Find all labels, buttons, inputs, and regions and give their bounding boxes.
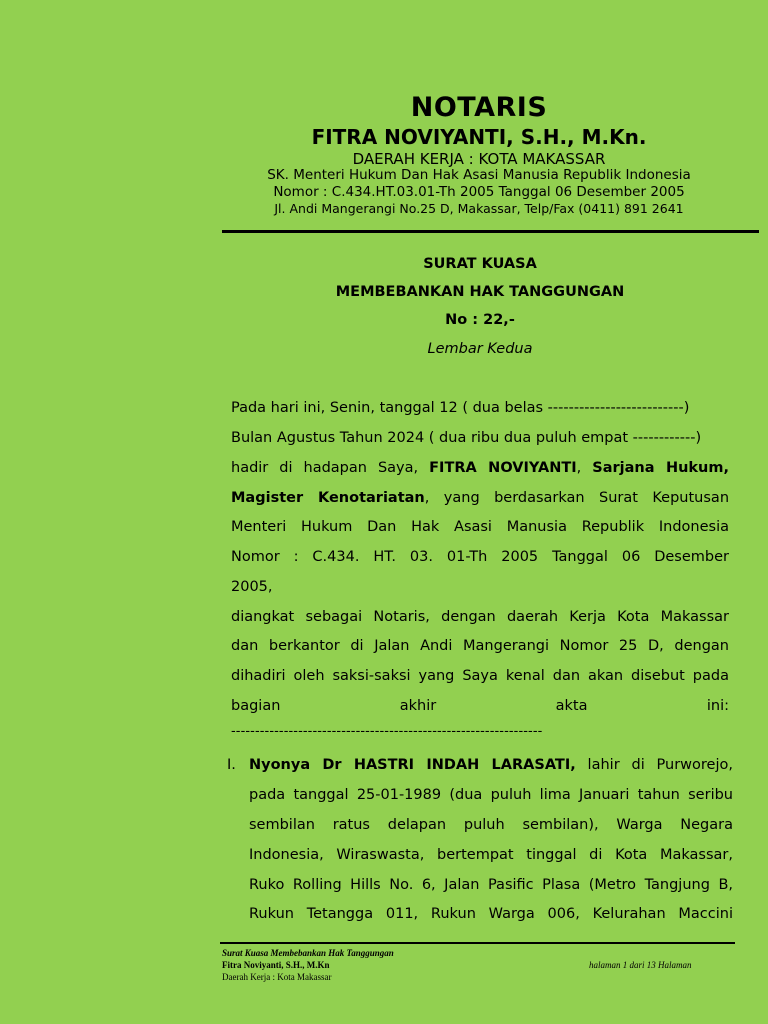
- body-line-10: dihadiri oleh saksi-saksi yang Saya kenal dan akan disebut pada: [231, 668, 729, 684]
- letterhead-title: NOTARIS: [410, 92, 548, 123]
- decree-line: SK. Menteri Hukum Dan Hak Asasi Manusia Republik Indonesia: [267, 167, 691, 183]
- work-area: DAERAH KERJA : KOTA MAKASSAR: [352, 150, 606, 168]
- office-address: Jl. Andi Mangerangi No.25 D, Makassar, Telp/Fax (0411) 891 2641: [274, 201, 684, 216]
- party-line-3: sembilan ratus delapan puluh sembilan), Warga Negara: [249, 817, 733, 833]
- footer-notary: Fitra Noviyanti, S.H., M.Kn: [222, 960, 330, 970]
- footer-page-number: halaman 1 dari 13 Halaman: [589, 960, 692, 970]
- party-line-5: Ruko Rolling Hills No. 6, Jalan Pasific Plasa (Metro Tangjung B,: [249, 877, 733, 893]
- body-line-11: bagian akhir akta ini:: [231, 698, 729, 714]
- party-line-1: [249, 755, 733, 775]
- body-text: , yang berdasarkan Surat Keputusan: [424, 490, 730, 506]
- doc-sheet: Lembar Kedua: [427, 341, 533, 357]
- party-line-4: Indonesia, Wiraswasta, bertempat tinggal di Kota Makassar,: [249, 847, 733, 863]
- degree-inline: Magister Kenotariatan: [231, 490, 425, 506]
- body-line-6: Nomor : C.434. HT. 03. 01-Th 2005 Tanggal 06 Desember: [231, 549, 729, 565]
- body-text: hadir di hadapan Saya,: [231, 460, 430, 476]
- party-numeral: I.: [227, 757, 236, 773]
- party-line-2: pada tanggal 25-01-1989 (dua puluh lima Januari tahun seribu: [249, 787, 733, 803]
- body-line-2: Bulan Agustus Tahun 2024 ( dua ribu dua puluh empat ------------): [231, 430, 702, 446]
- footer-divider: [220, 942, 735, 944]
- header-divider: [222, 230, 759, 233]
- notary-name-inline: FITRA NOVIYANTI: [429, 460, 577, 476]
- body-line-3: [231, 458, 729, 478]
- decree-number: Nomor : C.434.HT.03.01-Th 2005 Tanggal 06 Desember 2005: [273, 184, 685, 200]
- degree-inline: Sarjana Hukum,: [592, 460, 729, 476]
- body-text: ,: [576, 460, 593, 476]
- body-line-7: 2005,: [231, 579, 273, 595]
- body-line-8: diangkat sebagai Notaris, dengan daerah Kerja Kota Makassar: [231, 609, 729, 625]
- party-name: Nyonya Dr HASTRI INDAH LARASATI,: [249, 757, 576, 773]
- body-line-1: Pada hari ini, Senin, tanggal 12 ( dua belas --------------------------): [231, 400, 690, 416]
- doc-title: SURAT KUASA: [423, 256, 537, 272]
- footer-area: Daerah Kerja : Kota Makassar: [222, 972, 332, 982]
- body-line-4: [231, 488, 729, 508]
- dash-filler: -----------------------------------------------------------------: [231, 724, 543, 739]
- footer-doc-title: Surat Kuasa Membebankan Hak Tanggungan: [222, 948, 394, 958]
- party-line-6: Rukun Tetangga 011, Rukun Warga 006, Kelurahan Maccini: [249, 906, 733, 922]
- doc-subtitle: MEMBEBANKAN HAK TANGGUNGAN: [335, 284, 625, 300]
- notary-name: FITRA NOVIYANTI, S.H., M.Kn.: [311, 125, 647, 149]
- body-text: lahir di Purworejo,: [575, 757, 733, 773]
- body-line-9: dan berkantor di Jalan Andi Mangerangi Nomor 25 D, dengan: [231, 638, 729, 654]
- doc-number: No : 22,-: [445, 312, 515, 328]
- body-line-5: Menteri Hukum Dan Hak Asasi Manusia Republik Indonesia: [231, 519, 729, 535]
